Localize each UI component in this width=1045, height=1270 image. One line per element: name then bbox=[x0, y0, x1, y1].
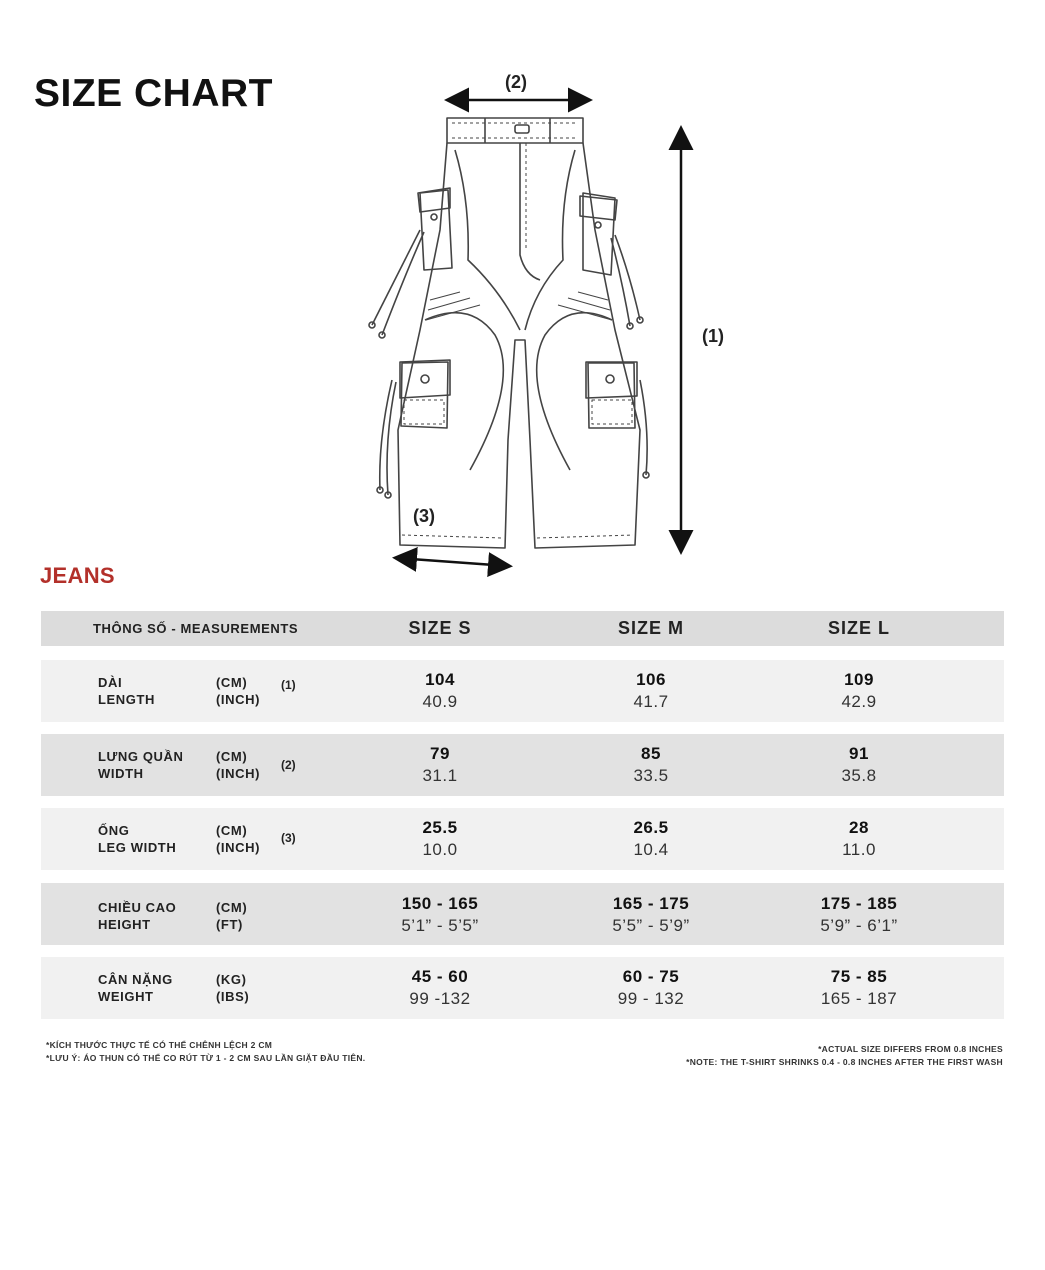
pants-outline bbox=[369, 118, 649, 548]
footnote-vi: *KÍCH THƯỚC THỰC TẾ CÓ THỂ CHÊNH LỆCH 2 CM *LƯU Ý: ÁO THUN CÓ THỂ CO RÚT TỪ 1 - 2 CM SAU LẦN GIẶT ĐẦU TIÊN. bbox=[46, 1040, 366, 1063]
table-row-leg-width bbox=[41, 808, 1004, 870]
cell-size-m: 165 - 175 5’5” - 5’9” bbox=[612, 894, 690, 935]
cell-size-l: 109 42.9 bbox=[841, 670, 877, 711]
row-label: CHIỀU CAO HEIGHT bbox=[98, 900, 177, 932]
cell-size-s: 25.5 10.0 bbox=[422, 818, 458, 859]
table-row-weight bbox=[41, 957, 1004, 1019]
page-title: SIZE CHART bbox=[34, 72, 273, 115]
diagram-label-width: (2) bbox=[505, 72, 527, 92]
cell-size-s: 150 - 165 5’1” - 5’5” bbox=[401, 894, 479, 935]
row-units: (CM) (FT) bbox=[216, 900, 248, 932]
row-label: CÂN NẶNG WEIGHT bbox=[98, 972, 173, 1004]
cell-size-l: 175 - 185 5’9” - 6’1” bbox=[820, 894, 898, 935]
row-units: (CM) (INCH) bbox=[216, 749, 261, 781]
row-label: DÀI LENGTH bbox=[98, 675, 156, 707]
diagram-label-length: (1) bbox=[702, 326, 724, 346]
cell-size-m: 85 33.5 bbox=[633, 744, 669, 785]
row-ref: (2) bbox=[281, 758, 296, 772]
row-label: LƯNG QUẦN WIDTH bbox=[98, 749, 184, 781]
table-row-width bbox=[41, 734, 1004, 796]
cell-size-s: 104 40.9 bbox=[422, 670, 458, 711]
cell-size-l: 91 35.8 bbox=[841, 744, 877, 785]
header-size-s: SIZE S bbox=[408, 618, 472, 638]
header-measurements: THÔNG SỐ - MEASUREMENTS bbox=[93, 621, 299, 636]
cell-size-m: 106 41.7 bbox=[633, 670, 669, 711]
table-row-height bbox=[41, 883, 1004, 945]
diagram-label-leg-width: (3) bbox=[413, 506, 435, 526]
cell-size-m: 60 - 75 99 - 132 bbox=[617, 967, 685, 1008]
header-size-m: SIZE M bbox=[617, 618, 684, 638]
row-units: (CM) (INCH) bbox=[216, 675, 261, 707]
cell-size-s: 45 - 60 99 -132 bbox=[409, 967, 471, 1008]
section-title: JEANS bbox=[40, 563, 115, 588]
row-ref: (3) bbox=[281, 831, 296, 845]
row-ref: (1) bbox=[281, 678, 296, 692]
cell-size-l: 75 - 85 165 - 187 bbox=[820, 967, 898, 1008]
leg-width-arrow bbox=[397, 558, 508, 566]
table-row-length bbox=[41, 660, 1004, 722]
cell-size-l: 28 11.0 bbox=[842, 818, 876, 859]
header-size-l: SIZE L bbox=[827, 618, 890, 638]
row-label: ỐNG LEG WIDTH bbox=[98, 823, 177, 855]
row-units: (CM) (INCH) bbox=[216, 823, 261, 855]
cell-size-m: 26.5 10.4 bbox=[633, 818, 669, 859]
footnote-en: *ACTUAL SIZE DIFFERS FROM 0.8 INCHES *NOTE: THE T-SHIRT SHRINKS 0.4 - 0.8 INCHES AFTER THE FIRST WASH bbox=[686, 1044, 1003, 1067]
cell-size-s: 79 31.1 bbox=[422, 744, 458, 785]
row-units: (KG) (IBS) bbox=[216, 972, 250, 1004]
table-header bbox=[41, 611, 1004, 646]
